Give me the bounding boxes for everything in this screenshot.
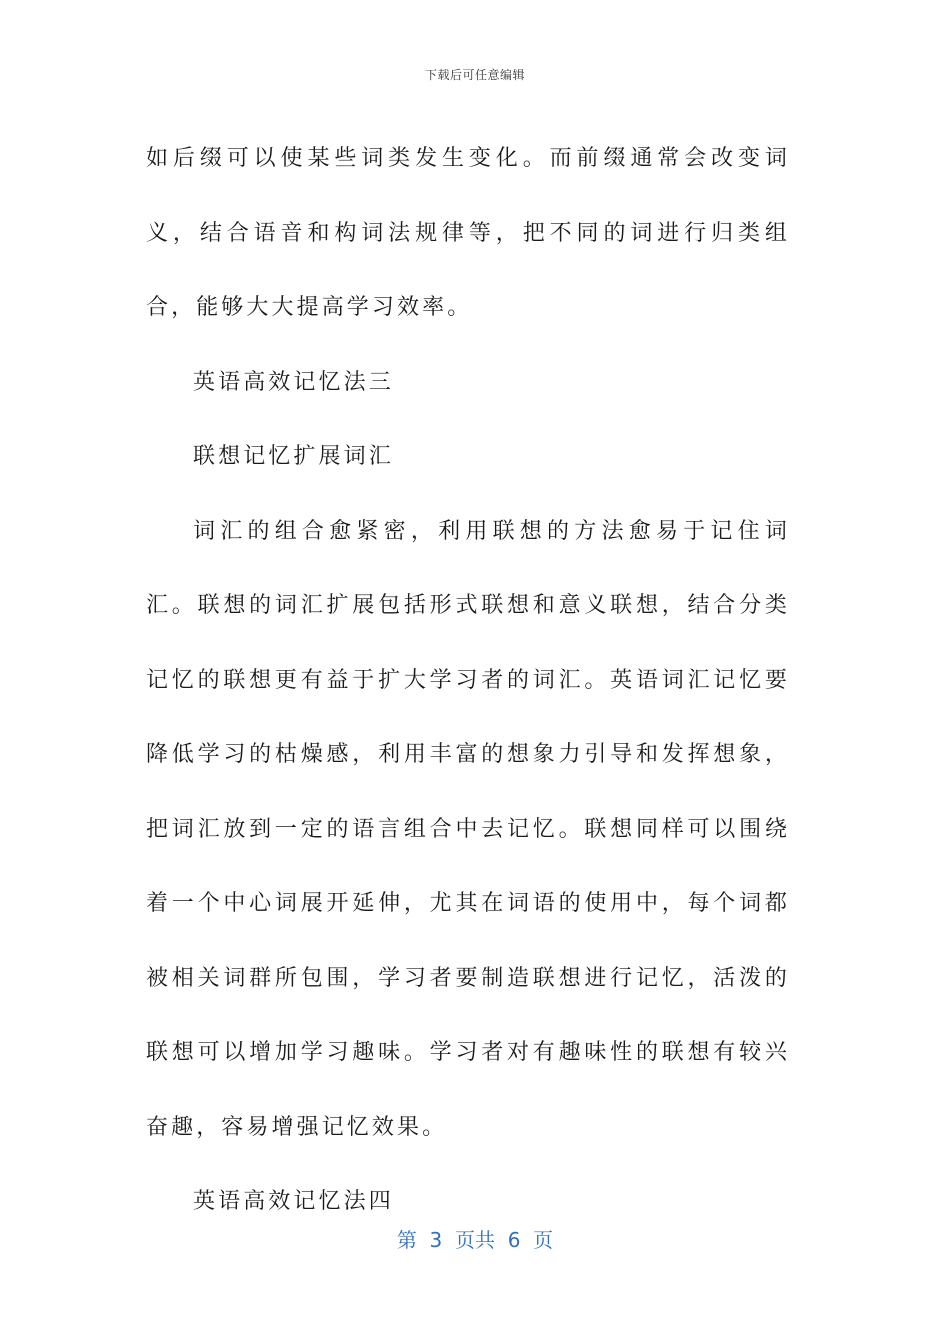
document-body (146, 122, 790, 1240)
paragraph-association-memory: 词汇的组合愈紧密，利用联想的方法愈易于记住词汇。联想的词汇扩展包括形式联想和意义联想，结合分类记忆的联想更有益于扩大学习者的词汇。英语词汇记忆要降低学习的枯燥感，利用丰富的想象力引导和发挥想象，把词汇放到一定的语言组合中去记忆。联想同样可以围绕着一个中心词展开延伸，尤其在词语的使用中，每个词都被相关词群所包围，学习者要制造联想进行记忆，活泼的联想可以增加学习趣味。学习者对有趣味性的联想有较兴奋趣，容易增强记忆效果。 (146, 518, 790, 1140)
section-subheading-association: 联想记忆扩展词汇 (193, 444, 394, 469)
page-number-footer: 第 3 页共 6 页 (396, 1228, 554, 1252)
section-heading-method-3: 英语高效记忆法三 (193, 369, 394, 395)
page-header: 下载后可任意编辑 (424, 68, 525, 82)
section-heading-method-4: 英语高效记忆法四 (193, 1189, 394, 1214)
paragraph-continuation: 如后缀可以使某些词类发生变化。而前缀通常会改变词义，结合语音和构词法规律等，把不同的词进行归类组合，能够大大提高学习效率。 (146, 146, 790, 320)
